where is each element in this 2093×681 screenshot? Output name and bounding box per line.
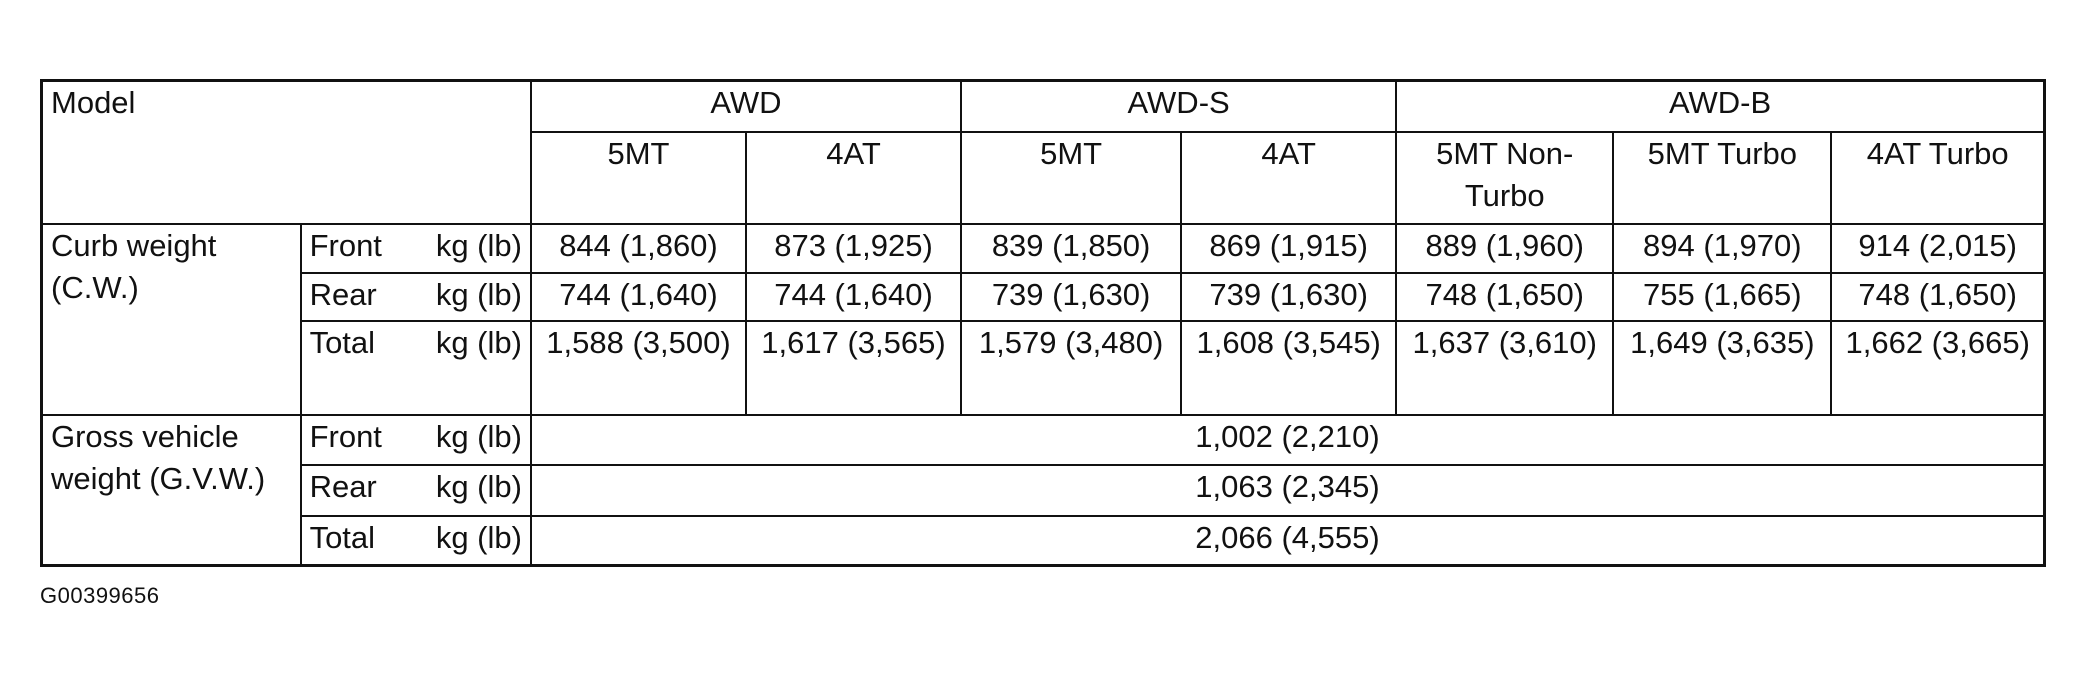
model-header: Model (42, 81, 531, 225)
column-header: 5MT (961, 132, 1181, 224)
table-cell: 1,608 (3,545) (1181, 321, 1396, 414)
column-header: 4AT Turbo (1831, 132, 2044, 224)
table-cell: 889 (1,960) (1396, 224, 1613, 273)
table-cell: 739 (1,630) (1181, 273, 1396, 322)
table-row (42, 465, 2045, 516)
table-row (42, 224, 2045, 273)
table-cell: 1,662 (3,665) (1831, 321, 2044, 414)
column-header: 5MT Turbo (1613, 132, 1831, 224)
table-cell: 869 (1,915) (1181, 224, 1396, 273)
gvw-value: 2,066 (4,555) (531, 516, 2045, 566)
row-position: Total (301, 516, 418, 566)
table-cell: 1,588 (3,500) (531, 321, 746, 414)
table-cell: 873 (1,925) (746, 224, 961, 273)
row-unit: kg (lb) (417, 273, 531, 322)
weight-spec-table (40, 79, 2046, 567)
row-unit: kg (lb) (417, 415, 531, 466)
table-cell: 914 (2,015) (1831, 224, 2044, 273)
table-cell: 1,649 (3,635) (1613, 321, 1831, 414)
row-position: Front (301, 224, 418, 273)
gvw-value: 1,063 (2,345) (531, 465, 2045, 516)
column-header: 4AT (746, 132, 961, 224)
table-cell: 739 (1,630) (961, 273, 1181, 322)
table-cell: 748 (1,650) (1396, 273, 1613, 322)
table-row (42, 321, 2045, 414)
table-cell: 1,617 (3,565) (746, 321, 961, 414)
group-header-awd: AWD (531, 81, 961, 133)
row-position: Total (301, 321, 418, 414)
gross-vehicle-weight-label: Gross vehicle weight (G.V.W.) (42, 415, 301, 566)
gvw-value: 1,002 (2,210) (531, 415, 2045, 466)
column-header: 5MT (531, 132, 746, 224)
row-position: Front (301, 415, 418, 466)
group-header-awd-b: AWD-B (1396, 81, 2044, 133)
group-header-awd-s: AWD-S (961, 81, 1396, 133)
column-header: 4AT (1181, 132, 1396, 224)
table-cell: 894 (1,970) (1613, 224, 1831, 273)
row-unit: kg (lb) (417, 516, 531, 566)
row-unit: kg (lb) (417, 465, 531, 516)
row-unit: kg (lb) (417, 321, 531, 414)
table-cell: 744 (1,640) (746, 273, 961, 322)
table-row (42, 415, 2045, 466)
table-row (42, 273, 2045, 322)
figure-id: G00399656 (40, 583, 160, 608)
table-cell: 744 (1,640) (531, 273, 746, 322)
table-cell: 1,579 (3,480) (961, 321, 1181, 414)
curb-weight-label: Curb weight (C.W.) (42, 224, 301, 414)
row-position: Rear (301, 273, 418, 322)
group-header-row (42, 81, 2045, 133)
column-header: 5MT Non-Turbo (1396, 132, 1613, 224)
row-position: Rear (301, 465, 418, 516)
table-cell: 748 (1,650) (1831, 273, 2044, 322)
table-cell: 1,637 (3,610) (1396, 321, 1613, 414)
table-cell: 755 (1,665) (1613, 273, 1831, 322)
table-cell: 839 (1,850) (961, 224, 1181, 273)
row-unit: kg (lb) (417, 224, 531, 273)
table-cell: 844 (1,860) (531, 224, 746, 273)
table-row (42, 516, 2045, 566)
